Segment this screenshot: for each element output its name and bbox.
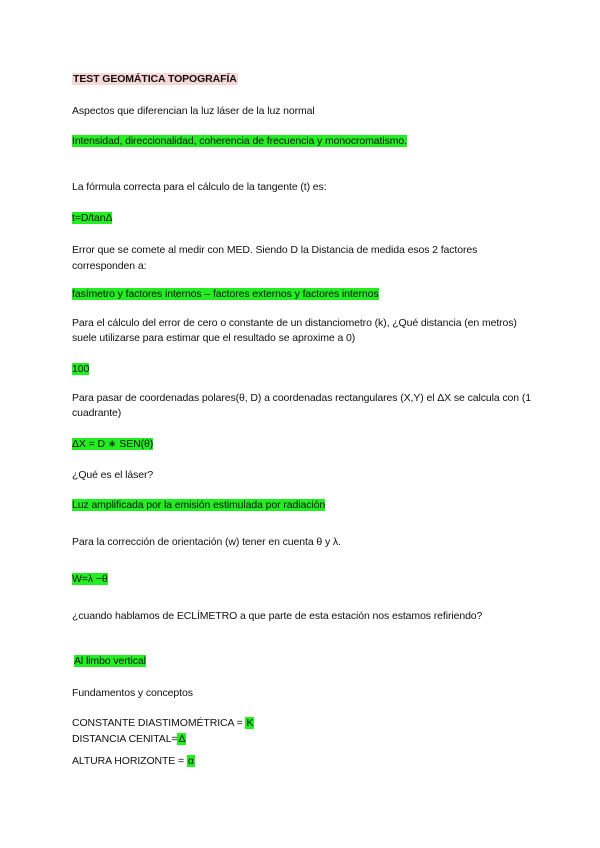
- question-8: ¿cuando hablamos de ECLÍMETRO a que parte de esta estación nos estamos refiriendo?: [72, 610, 483, 622]
- answer-2: t=D/tanΔ: [72, 212, 113, 224]
- answer-1-row: [72, 134, 407, 148]
- fundamentos-label-1: CONSTANTE DIASTIMOMÉTRICA =: [72, 717, 246, 729]
- question-7: Para la corrección de orientación (w) tener en cuenta θ y λ.: [72, 536, 341, 548]
- question-2: La fórmula correcta para el cálculo de la tangente (t) es:: [72, 181, 327, 193]
- answer-7: W=λ −θ: [72, 573, 108, 585]
- answer-5: ΔX = D ∗ SEN(θ): [72, 438, 154, 450]
- answer-8-row: [74, 654, 146, 668]
- answer-8: Al limbo vertical: [74, 655, 146, 667]
- fundamentos-row-1: [72, 716, 254, 730]
- fundamentos-label-3: ALTURA HORIZONTE =: [72, 755, 187, 767]
- answer-4-row: [72, 362, 89, 376]
- answer-4: 100: [72, 363, 90, 375]
- fundamentos-value-2: Δ: [178, 733, 186, 745]
- question-5: Para pasar de coordenadas polares(θ, D) a coordenadas rectangulares (X,Y) el ΔX se calcula con (1 cuadrante): [72, 392, 531, 419]
- answer-5-row: [72, 437, 153, 451]
- answer-3-row: [72, 287, 379, 301]
- question-3: Error que se comete al medir con MED. Siendo D la Distancia de medida esos 2 factores corresponden a:: [72, 244, 478, 272]
- document-title: TEST GEOMÁTICA TOPOGRAFÍA: [73, 73, 237, 85]
- answer-2-row: [72, 211, 112, 225]
- document-title-row: [72, 72, 238, 86]
- answer-1: Intensidad, direccionalidad, coherencia de frecuencia y monocromatismo.: [72, 135, 407, 147]
- question-6: ¿Qué es el láser?: [72, 469, 154, 481]
- question-1: Aspectos que diferencian la luz láser de la luz normal: [72, 105, 315, 117]
- fundamentos-row-3: [72, 754, 195, 768]
- fundamentos-heading: Fundamentos y conceptos: [72, 687, 193, 699]
- answer-3: fasímetro y factores internos – factores externos y factores internos: [72, 288, 379, 300]
- answer-6: Luz amplificada por la emisión estimulada por radiación: [72, 499, 326, 511]
- fundamentos-value-3: α: [187, 755, 194, 767]
- fundamentos-value-1: K: [246, 717, 254, 729]
- question-4: Para el cálculo del error de cero o constante de un distanciometro (k), ¿Qué distancia (en metros) suele utilizarse para estimar que el resultado se aproxime a 0): [72, 317, 517, 344]
- answer-7-row: [72, 572, 108, 586]
- answer-6-row: [72, 498, 325, 512]
- fundamentos-row-2: [72, 732, 186, 746]
- fundamentos-label-2: DISTANCIA CENITAL=: [72, 733, 178, 745]
